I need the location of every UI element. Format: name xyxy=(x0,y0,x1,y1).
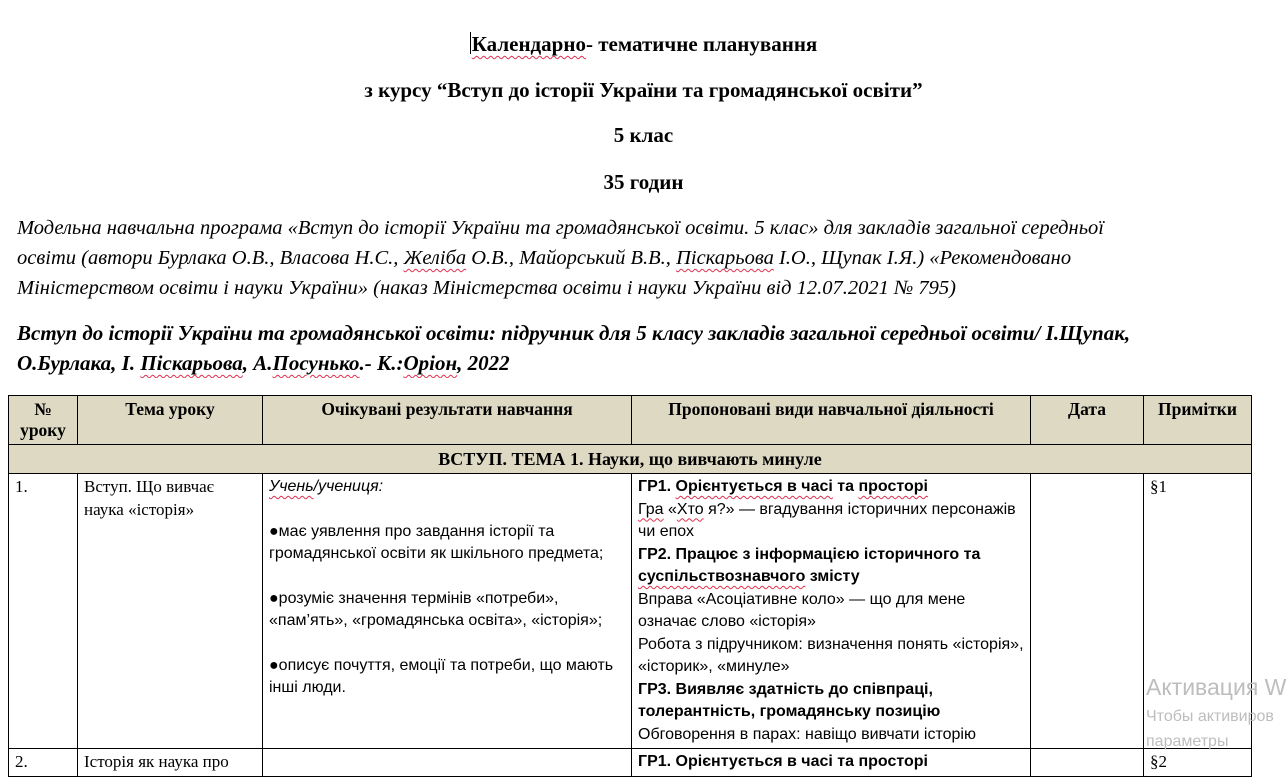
header-activities: Пропоновані види навчальної діяльності xyxy=(632,396,1031,445)
result-item: ●розуміє значення термінів «потреби», «пам’ять», «громадянська освіта», «історія»; xyxy=(269,589,603,629)
course-title: з курсу “Вступ до історії України та громадянської освіти” xyxy=(364,78,923,102)
lesson-topic: Історія як наука про xyxy=(78,749,263,777)
hours-label: 35 годин xyxy=(603,170,684,194)
header-results: Очікувані результати навчання xyxy=(263,396,632,445)
textbook-reference: Вступ до історії України та громадянської освіти: підручник для 5 класу закладів загальної середньої освіти/ І.Щупак, О.Бурлака, І. Піскарьова, А.Посунько.- К.:Оріон, 2022 xyxy=(17,321,1131,375)
learning-results: Учень/учениця: ●має уявлення про завдання історії та громадянської освіти як шкільного предмета; ●розуміє значення термінів «потреби», «пам’ять», «громадянська освіта», «історія»; ●описує почуття, емоції та потреби, що мають інші люди. xyxy=(263,474,632,749)
result-item: ●має уявлення про завдання історії та громадянської освіти як шкільного предмета; xyxy=(269,522,604,562)
table-row[interactable] xyxy=(9,474,1252,749)
lesson-note: §1 xyxy=(1144,474,1252,749)
learning-activities: ГР1. Орієнтується в часі та просторі Гра «Хто я?» — вгадування історичних персонажів чи епох ГР2. Працює з інформацією історичного та суспільствознавчого змісту Вправа «Асоціативне коло» — що для мене означає слово «історія» Робота з підручником: визначення понять «історія», «історик», «минуле» ГР3. Виявляє здатність до співпраці, толерантність, громадянську позицію Обговорення в парах: навіщо вивчати історію xyxy=(632,474,1031,749)
table-row[interactable] xyxy=(9,749,1252,777)
result-item: ●описує почуття, емоції та потреби, що мають інші люди. xyxy=(269,656,614,696)
lesson-note: §2 xyxy=(1144,749,1252,777)
text-cursor xyxy=(470,32,471,54)
learning-activities: ГР1. Орієнтується в часі та просторі xyxy=(632,749,1031,777)
grade-label: 5 клас xyxy=(613,123,674,147)
header-date: Дата xyxy=(1031,396,1144,445)
doc-title: Календарно- тематичне планування xyxy=(471,32,818,56)
header-topic: Тема уроку xyxy=(78,396,263,445)
header-notes: Примітки xyxy=(1144,396,1252,445)
activation-watermark-title: Активация W xyxy=(1146,674,1287,700)
lesson-plan-table[interactable] xyxy=(8,395,1252,777)
section-row xyxy=(9,445,1252,474)
program-reference: Модельна навчальна програма «Вступ до історії України та громадянської освіти. 5 клас» для закладів загальної середньої освіти (автори Бурлака О.В., Власова Н.С., Желіба О.В., Майорський В.В., Піскарьова І.О., Щупак І.Я.) «Рекомендовано Міністерством освіти і науки України» (наказ Міністерства освіти і науки України від 12.07.2021 № 795) xyxy=(17,217,1104,299)
table-header-row xyxy=(9,396,1252,445)
header-lesson-number: № уроку xyxy=(9,396,78,445)
activation-watermark-text: Чтобы активиров xyxy=(1146,708,1274,725)
activation-watermark-text: параметры xyxy=(1146,733,1229,750)
section-title: ВСТУП. ТЕМА 1. Науки, що вивчають минуле xyxy=(9,445,1252,474)
lesson-number: 2. xyxy=(9,749,78,777)
lesson-number: 1. xyxy=(9,474,78,749)
lesson-date[interactable] xyxy=(1031,474,1144,749)
lesson-topic: Вступ. Що вивчає наука «історія» xyxy=(78,474,263,749)
